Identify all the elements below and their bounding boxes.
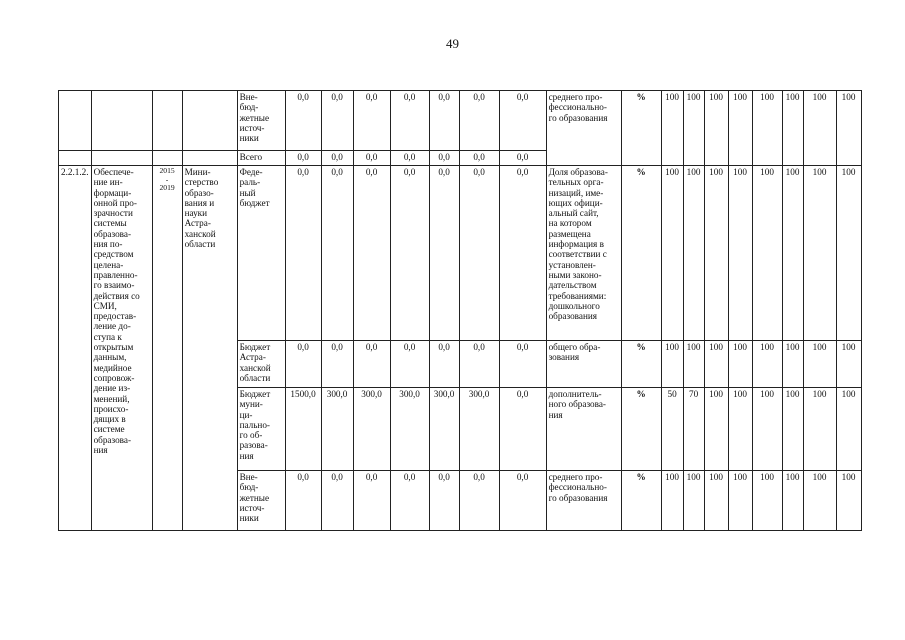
value-cell: 100 xyxy=(782,166,803,341)
value-cell: 100 xyxy=(782,388,803,471)
value-cell: 100 xyxy=(836,341,861,388)
funding-source: Вне- бюд- жетные источ- ники xyxy=(237,471,285,531)
value-cell: 100 xyxy=(661,91,683,166)
value-cell: 100 xyxy=(752,166,782,341)
value-cell: 100 xyxy=(683,341,704,388)
years-cell xyxy=(152,91,182,151)
amount-cell: 0,0 xyxy=(499,388,546,471)
amount-cell: 0,0 xyxy=(321,91,353,151)
executor: Мини- стерство образо- вания и науки Астра- ханской области xyxy=(182,166,237,531)
amount-cell: 300,0 xyxy=(429,388,459,471)
funding-source: Всего xyxy=(237,151,285,166)
value-cell: 100 xyxy=(661,341,683,388)
value-cell: 100 xyxy=(728,166,752,341)
value-cell: 100 xyxy=(661,471,683,531)
years-cell xyxy=(152,151,182,166)
value-cell: 100 xyxy=(803,166,836,341)
value-cell: 100 xyxy=(728,91,752,166)
value-cell: 100 xyxy=(836,91,861,166)
funding-source: Бюджет Астра- ханской области xyxy=(237,341,285,388)
value-cell: 100 xyxy=(782,471,803,531)
indicator-cell: среднего про- фессионально- го образования xyxy=(546,471,621,531)
amount-cell: 0,0 xyxy=(285,151,321,166)
item-number: 2.2.1.2. xyxy=(59,166,92,531)
value-cell: 100 xyxy=(704,91,728,166)
amount-cell: 0,0 xyxy=(429,471,459,531)
program-table xyxy=(58,90,862,531)
amount-cell: 0,0 xyxy=(353,471,390,531)
table-row xyxy=(59,91,862,151)
unit-cell: % xyxy=(621,471,661,531)
indicator-cell: дополнитель- ного образова- ния xyxy=(546,388,621,471)
value-cell: 100 xyxy=(836,471,861,531)
page-number: 49 xyxy=(446,36,459,51)
unit-cell: % xyxy=(621,91,661,166)
value-cell: 100 xyxy=(803,471,836,531)
amount-cell: 0,0 xyxy=(321,471,353,531)
number-cell xyxy=(59,91,92,151)
amount-cell: 0,0 xyxy=(459,151,499,166)
value-cell: 100 xyxy=(782,91,803,166)
value-cell: 100 xyxy=(704,166,728,341)
amount-cell: 0,0 xyxy=(499,151,546,166)
value-cell: 50 xyxy=(661,388,683,471)
amount-cell: 0,0 xyxy=(429,91,459,151)
value-cell: 100 xyxy=(803,341,836,388)
year-separator: - xyxy=(165,174,169,184)
amount-cell: 0,0 xyxy=(499,166,546,341)
amount-cell: 0,0 xyxy=(390,471,429,531)
table-row xyxy=(59,166,862,341)
amount-cell: 0,0 xyxy=(321,341,353,388)
value-cell: 100 xyxy=(661,166,683,341)
amount-cell: 0,0 xyxy=(429,166,459,341)
amount-cell: 0,0 xyxy=(499,341,546,388)
amount-cell: 0,0 xyxy=(285,471,321,531)
year-start: 2015 xyxy=(159,166,175,175)
value-cell: 100 xyxy=(704,341,728,388)
unit-cell: % xyxy=(621,388,661,471)
indicator-cell: общего обра- зования xyxy=(546,341,621,388)
value-cell: 100 xyxy=(704,388,728,471)
value-cell: 100 xyxy=(683,471,704,531)
amount-cell: 0,0 xyxy=(353,166,390,341)
measure-cell xyxy=(91,151,152,166)
indicator-cell: Доля образова- тельных орга- низаций, име- ющих офици- альный сайт, на котором размещена информация в соответствии с установлен- ными законо- дательством требованиями: дошкольного образования xyxy=(546,166,621,341)
amount-cell: 0,0 xyxy=(390,166,429,341)
amount-cell: 0,0 xyxy=(353,341,390,388)
amount-cell: 300,0 xyxy=(390,388,429,471)
executor-cell xyxy=(182,91,237,151)
amount-cell: 0,0 xyxy=(459,166,499,341)
funding-source: Вне- бюд- жетные источ- ники xyxy=(237,91,285,151)
value-cell: 100 xyxy=(752,471,782,531)
measure-cell xyxy=(91,91,152,151)
value-cell: 100 xyxy=(782,341,803,388)
amount-cell: 0,0 xyxy=(285,341,321,388)
amount-cell: 0,0 xyxy=(499,91,546,151)
amount-cell: 0,0 xyxy=(499,471,546,531)
amount-cell: 0,0 xyxy=(285,166,321,341)
amount-cell: 0,0 xyxy=(321,166,353,341)
amount-cell: 300,0 xyxy=(353,388,390,471)
value-cell: 100 xyxy=(728,341,752,388)
unit-cell: % xyxy=(621,341,661,388)
amount-cell: 0,0 xyxy=(429,151,459,166)
years-range xyxy=(152,166,182,531)
amount-cell: 1500,0 xyxy=(285,388,321,471)
value-cell: 100 xyxy=(704,471,728,531)
indicator-cell: среднего про- фессионально- го образования xyxy=(546,91,621,166)
funding-source: Феде- раль- ный бюджет xyxy=(237,166,285,341)
amount-cell: 0,0 xyxy=(459,91,499,151)
value-cell: 100 xyxy=(752,388,782,471)
amount-cell: 0,0 xyxy=(459,471,499,531)
value-cell: 100 xyxy=(836,388,861,471)
value-cell: 100 xyxy=(752,91,782,166)
value-cell: 100 xyxy=(683,91,704,166)
funding-source: Бюджет муни- ци- пально- го об- разова- ния xyxy=(237,388,285,471)
amount-cell: 0,0 xyxy=(285,91,321,151)
value-cell: 100 xyxy=(728,471,752,531)
executor-cell xyxy=(182,151,237,166)
value-cell: 100 xyxy=(683,166,704,341)
value-cell: 100 xyxy=(803,388,836,471)
value-cell: 70 xyxy=(683,388,704,471)
value-cell: 100 xyxy=(836,166,861,341)
amount-cell: 0,0 xyxy=(459,341,499,388)
number-cell xyxy=(59,151,92,166)
measure-description: Обеспече- ние ин- формаци- онной про- зрачности системы образова- ния по- средством целена- правленно- го взаимо- действия со СМИ, предостав- ление до- ступа к открытым данным, медийное сопровож- дение из- менений, происхо- дящих в системе образова- ния xyxy=(91,166,152,531)
unit-cell: % xyxy=(621,166,661,341)
amount-cell: 0,0 xyxy=(390,341,429,388)
value-cell: 100 xyxy=(752,341,782,388)
amount-cell: 0,0 xyxy=(321,151,353,166)
amount-cell: 300,0 xyxy=(321,388,353,471)
value-cell: 100 xyxy=(803,91,836,166)
value-cell: 100 xyxy=(728,388,752,471)
amount-cell: 300,0 xyxy=(459,388,499,471)
amount-cell: 0,0 xyxy=(429,341,459,388)
amount-cell: 0,0 xyxy=(353,151,390,166)
amount-cell: 0,0 xyxy=(353,91,390,151)
year-end: 2019 xyxy=(159,183,175,192)
amount-cell: 0,0 xyxy=(390,91,429,151)
amount-cell: 0,0 xyxy=(390,151,429,166)
